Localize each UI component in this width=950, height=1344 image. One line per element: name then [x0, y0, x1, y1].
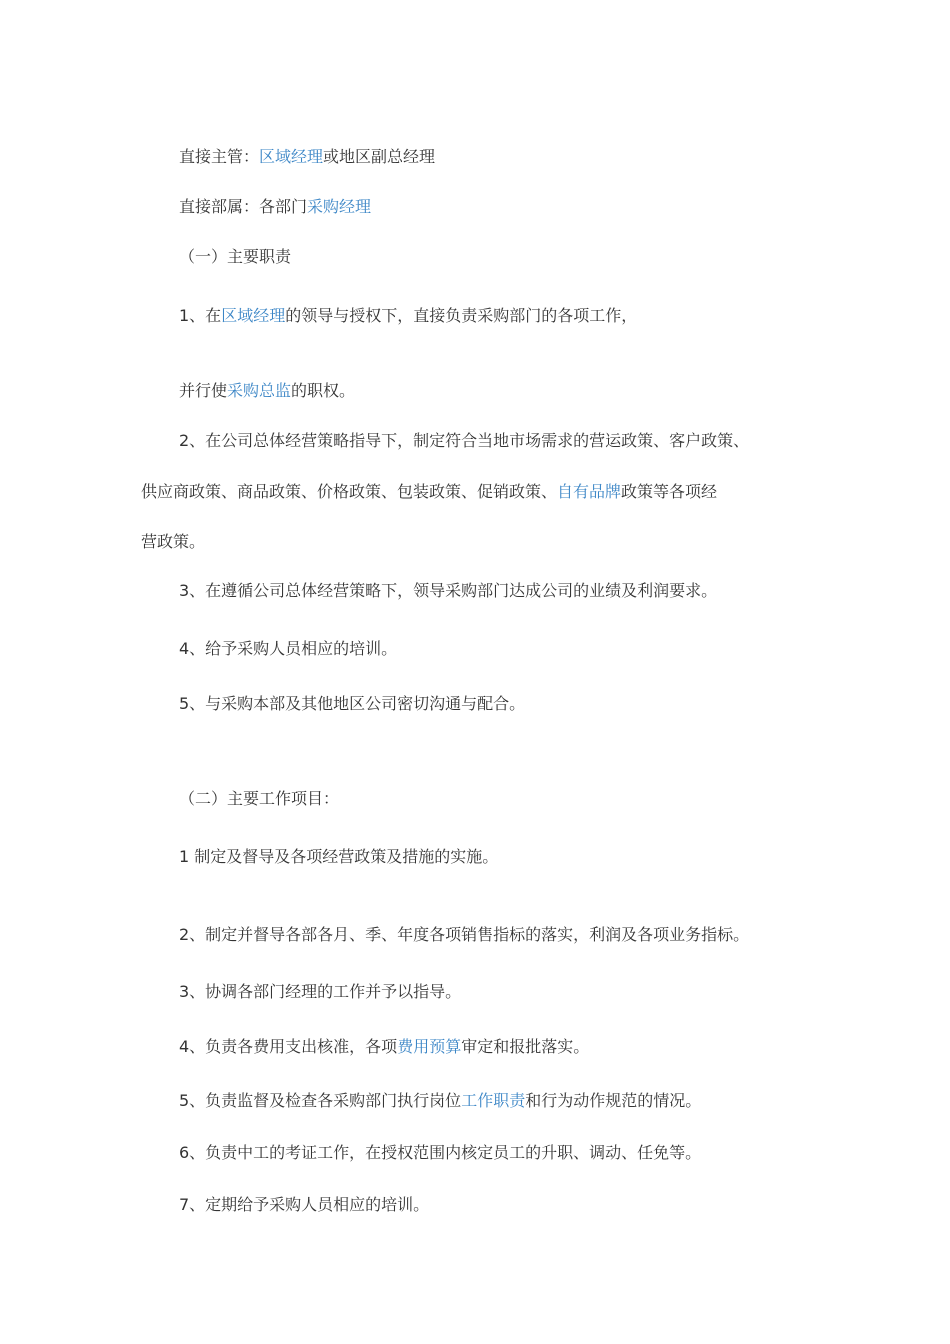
text-segment: 并行使 [179, 381, 228, 400]
text-segment: 的职权。 [291, 381, 356, 400]
text-segment: 3、协调各部门经理的工作并予以指导。 [179, 982, 462, 1001]
text-segment: 2、在公司总体经营策略指导下，制定符合当地市场需求的营运政策、客户政策、 [179, 431, 750, 450]
text-segment: 直接部属：各部门 [179, 197, 308, 216]
paragraph-line [179, 1194, 429, 1216]
text-segment: 6、负责中工的考证工作，在授权范围内核定员工的升职、调动、任免等。 [179, 1143, 702, 1162]
paragraph-line [179, 430, 749, 452]
keyword-link[interactable]: 区域经理 [221, 306, 286, 325]
text-segment: 3、在遵循公司总体经营策略下，领导采购部门达成公司的业绩及利润要求。 [179, 581, 718, 600]
paragraph-line [179, 924, 749, 946]
text-segment: 直接主管： [179, 147, 260, 166]
text-segment: 或地区副总经理 [323, 147, 436, 166]
text-segment: 1 制定及督导及各项经营政策及措施的实施。 [179, 847, 499, 866]
keyword-link[interactable]: 区域经理 [259, 147, 324, 166]
text-segment: 政策等各项经 [621, 482, 718, 501]
text-segment: 5、与采购本部及其他地区公司密切沟通与配合。 [179, 694, 526, 713]
paragraph-line [141, 481, 717, 503]
paragraph-line [179, 638, 397, 660]
paragraph-line [179, 1090, 701, 1112]
paragraph-line [179, 846, 498, 868]
paragraph-line [179, 305, 637, 327]
paragraph-line [179, 981, 461, 1003]
paragraph-line [141, 531, 205, 553]
paragraph-line [179, 1142, 701, 1164]
text-segment: 营政策。 [141, 532, 206, 551]
paragraph-line [179, 196, 371, 218]
paragraph-line [179, 788, 339, 810]
keyword-link[interactable]: 工作职责 [461, 1091, 526, 1110]
text-segment: （一）主要职责 [179, 247, 292, 266]
paragraph-line [179, 1036, 589, 1058]
keyword-link[interactable]: 费用预算 [397, 1037, 462, 1056]
paragraph-line [179, 580, 717, 602]
text-segment: （二）主要工作项目： [179, 789, 340, 808]
keyword-link[interactable]: 采购经理 [307, 197, 372, 216]
keyword-link[interactable]: 采购总监 [227, 381, 292, 400]
text-segment: 的领导与授权下，直接负责采购部门的各项工作， [285, 306, 638, 325]
text-segment: 4、给予采购人员相应的培训。 [179, 639, 398, 658]
paragraph-line [179, 246, 291, 268]
paragraph-line [179, 146, 435, 168]
paragraph-line [179, 693, 525, 715]
text-segment: 4、负责各费用支出核准，各项 [179, 1037, 398, 1056]
text-segment: 5、负责监督及检查各采购部门执行岗位 [179, 1091, 462, 1110]
text-segment: 供应商政策、商品政策、价格政策、包装政策、促销政策、 [141, 482, 558, 501]
text-segment: 2、制定并督导各部各月、季、年度各项销售指标的落实，利润及各项业务指标。 [179, 925, 750, 944]
text-segment: 审定和报批落实。 [461, 1037, 590, 1056]
text-segment: 1、在 [179, 306, 222, 325]
text-segment: 和行为动作规范的情况。 [525, 1091, 702, 1110]
keyword-link[interactable]: 自有品牌 [557, 482, 622, 501]
text-segment: 7、定期给予采购人员相应的培训。 [179, 1195, 430, 1214]
paragraph-line [179, 380, 355, 402]
